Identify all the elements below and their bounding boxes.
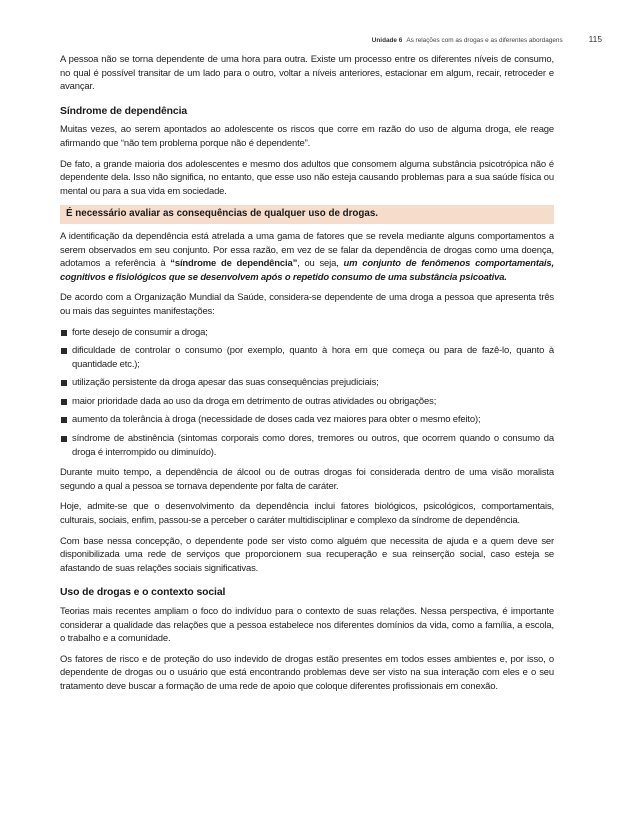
square-bullet-icon (61, 330, 67, 336)
paragraph: Muitas vezes, ao serem apontados ao adolescente os riscos que corre em razão do uso de alguma droga, ele reage afirmando que “não tem problema porque não é dependente”. (60, 124, 554, 149)
square-bullet-icon (61, 436, 67, 442)
list-item-text: utilização persistente da droga apesar das suas consequências prejudiciais; (72, 377, 379, 389)
definition-paragraph (60, 230, 554, 284)
list-item (60, 395, 554, 409)
highlight-box: É necessário avaliar as consequências de qualquer uso de drogas. (60, 205, 554, 224)
manifestations-list (60, 326, 554, 460)
list-item-text: maior prioridade dada ao uso da droga em detrimento de outras atividades ou obrigações; (72, 395, 437, 407)
square-bullet-icon (61, 417, 67, 423)
list-item (60, 376, 554, 390)
list-item-text: síndrome de abstinência (sintomas corporais como dores, tremores ou outros, que ocorrem quando o consumo da droga é interrompido ou diminuído). (72, 433, 554, 458)
list-item-text: dificuldade de controlar o consumo (por exemplo, quanto à hora em que começa ou para de fazê-lo, quanto à quantidade etc.); (72, 345, 554, 370)
list-item (60, 432, 554, 459)
list-item-text: forte desejo de consumir a droga; (72, 326, 208, 338)
main-content (60, 53, 554, 701)
running-header (372, 34, 602, 44)
list-item (60, 326, 554, 340)
list-item (60, 344, 554, 371)
section-heading-dependence-syndrome: Síndrome de dependência (60, 105, 188, 117)
emphasized-definition: um conjunto de fenômenos comportamentais, cognitivos e fisiológicos que se desenvolvem após o repetido consumo de uma substância psicoativa. (60, 258, 554, 283)
unit-label: Unidade 6 (371, 37, 403, 44)
paragraph: Hoje, admite-se que o desenvolvimento da dependência inclui fatores biológicos, psicológicos, comportamentais, culturais, sociais, enfim, passou-se a perceber o caráter multidisciplinar e complexo da síndrome de dependência. (60, 501, 554, 527)
square-bullet-icon (61, 399, 67, 405)
list-item-text: aumento da tolerância à droga (necessidade de doses cada vez maiores para obter o mesmo efeito); (72, 414, 481, 426)
section-heading-social-context: Uso de drogas e o contexto social (60, 587, 226, 599)
unit-topic: As relações com as drogas e as diferentes abordagens (406, 37, 563, 44)
paragraph: Com base nessa concepção, o dependente pode ser visto como alguém que necessita de ajuda e a quem deve ser disponibilizada uma rede de serviços que proporcionem sua recuperação e sua reinserção social, caso esteja se afastando de suas relações sociais significativas. (60, 535, 554, 574)
page-number: 115 (588, 34, 602, 44)
bold-term: “síndrome de dependência” (170, 258, 298, 270)
paragraph: De acordo com a Organização Mundial da Saúde, considera-se dependente de uma droga a pessoa que apresenta três ou mais das seguintes manifestações: (60, 292, 554, 317)
intro-paragraph: A pessoa não se torna dependente de uma hora para outra. Existe um processo entre os diferentes níveis de consumo, no qual é possível transitar de um lado para o outro, voltar a níveis anteriores, estacionar em algum, recair, retroceder e avançar. (60, 54, 554, 93)
paragraph: Durante muito tempo, a dependência de álcool ou de outras drogas foi considerada dentro de uma visão moralista segundo a qual a pessoa se tornava dependente por falta de caráter. (60, 467, 554, 492)
text-span: A identificação da dependência está atrelada a uma gama de fatores que se revela mediante alguns comportamentos a serem observados em seu conjunto. Por essa razão, em vez de se falar da dependência de drogas como uma doença, adotamos a referência à (60, 230, 554, 270)
paragraph: Teorias mais recentes ampliam o foco do indivíduo para o contexto de suas relações. Nessa perspectiva, é importante considerar a qualidade das relações que a pessoa estabelece nos diferentes domínios da vida, como a família, a escola, o trabalho e a comunidade. (60, 606, 554, 645)
square-bullet-icon (61, 380, 67, 386)
paragraph: Os fatores de risco e de proteção do uso indevido de drogas estão presentes em todos esses ambientes e, por isso, o dependente de drogas ou o usuário que está encontrando problemas deve ser visto na sua interação com eles e o seu tratamento deve buscar a formação de uma rede de apoio que coloque diferentes profissionais em conexão. (60, 653, 554, 692)
square-bullet-icon (61, 348, 67, 354)
text-span: , ou seja, (297, 258, 344, 270)
list-item (60, 413, 554, 427)
paragraph: De fato, a grande maioria dos adolescentes e mesmo dos adultos que consomem alguma substância psicotrópica não é dependente dela. Isso não significa, no entanto, que esse uso não esteja causando problemas para a sua saúde física ou mental ou para a sua vida em sociedade. (60, 158, 554, 197)
